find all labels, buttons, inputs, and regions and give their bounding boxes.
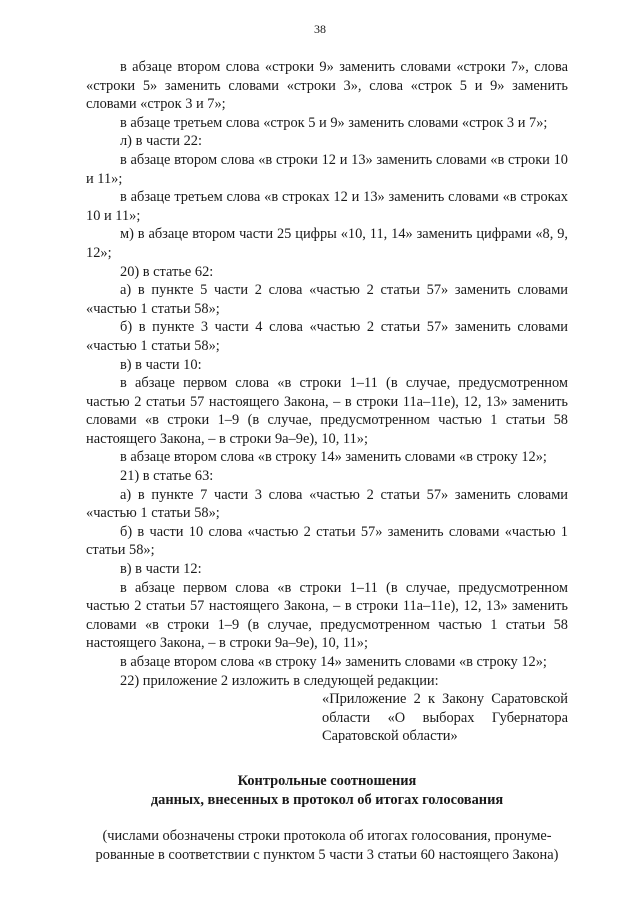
paragraph: в абзаце третьем слова «строк 5 и 9» заменить словами «строк 3 и 7»; [120,114,548,131]
paragraph: в абзаце втором слова «строки 9» заменить словами «строки 7», слова «строки 5» заменить словами «строки 3», слова «строк 5 и 9» заменить словами «строк 3 и 7»; [86,59,568,113]
paragraph: в абзаце втором слова «в строки 12 и 13» заменить словами «в строки 10 и 11»; [86,151,568,187]
paragraph: 22) приложение 2 изложить в следующей редакции: [120,672,439,689]
section-title [86,772,568,809]
document-body [86,58,568,864]
paragraph: в абзаце третьем слова «в строках 12 и 13» заменить словами «в строках 10 и 11»; [86,189,568,224]
paragraph: в) в части 12: [120,561,202,578]
paragraph: а) в пункте 5 части 2 слова «частью 2 статьи 57» заменить словами «частью 1 статьи 58»; [86,282,568,317]
paragraph: в абзаце втором слова «в строку 14» заменить словами «в строку 12»; [120,449,547,466]
paragraph: в) в части 10: [120,356,202,373]
paragraph: м) в абзаце втором части 25 цифры «10, 11, 14» заменить цифрами «8, 9, 12»; [86,226,568,261]
appendix-quote: «Приложение 2 к Закону Саратовской области «О выборах Губернатора Саратовской области» [322,691,568,745]
paragraph: в абзаце первом слова «в строки 1–11 (в случае, предусмотренном частью 2 статьи 57 настоящего Закона, – в строки 11а–11е), 12, 13» заменить словами «в строки 1–9 (в случае, предусмотренном частью 1 статьи 58 настоящего Закона, – в строки 9а–9е), 10, 11»; [86,375,568,447]
paragraph: в абзаце втором слова «в строку 14» заменить словами «в строку 12»; [120,654,547,670]
paragraph: б) в части 10 слова «частью 2 статьи 57» заменить словами «частью 1 статьи 58»; [86,523,568,559]
paragraph: 20) в статье 62: [120,263,214,280]
section-title-line1: Контрольные соотношения [237,772,417,789]
paragraph: л) в части 22: [120,133,202,150]
section-title-line2: данных, внесенных в протокол об итогах голосования [150,791,504,808]
paragraph: б) в пункте 3 части 4 слова «частью 2 статьи 57» заменить словами «частью 1 статьи 58»; [86,319,568,354]
paragraph: в абзаце первом слова «в строки 1–11 (в случае, предусмотренном частью 2 статьи 57 настоящего Закона, – в строки 11а–11е), 12, 13» заменить словами «в строки 1–9 (в случае, предусмотренном частью 1 статьи 58 настоящего Закона, – в строки 9а–9е), 10, 11»; [86,579,568,652]
page-number: 38 [314,22,326,36]
section-note: (числами обозначены строки протокола об итогах голосования, пронумерованные в соответствии с пунктом 5 части 3 статьи 60 настоящего Закона) [95,828,559,863]
paragraph: 21) в статье 63: [120,468,214,485]
paragraph: а) в пункте 7 части 3 слова «частью 2 статьи 57» заменить словами «частью 1 статьи 58»; [86,486,568,522]
